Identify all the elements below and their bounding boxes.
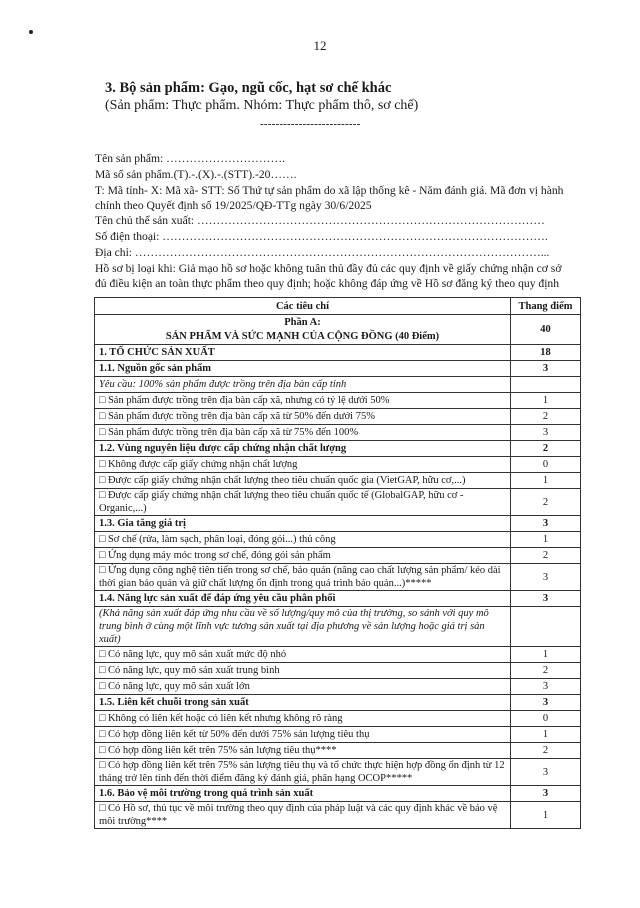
score-cell: 3 (511, 679, 581, 695)
table-row (95, 679, 581, 695)
section-subheading: (Sản phẩm: Thực phẩm. Nhóm: Thực phẩm thô, sơ chế) (105, 98, 419, 113)
table-row (95, 489, 581, 516)
score-cell: 3 (511, 759, 581, 786)
criteria-cell: □ Được cấp giấy chứng nhận chất lượng theo tiêu chuẩn quốc gia (VietGAP, hữu cơ,...) (95, 473, 511, 489)
score-cell: 0 (511, 457, 581, 473)
table-row (95, 516, 581, 532)
score-cell: 1 (511, 647, 581, 663)
table-row (95, 759, 581, 786)
table-row (95, 315, 581, 345)
score-cell: 3 (511, 425, 581, 441)
criteria-cell: 1. TỔ CHỨC SẢN XUẤT (95, 345, 511, 361)
score-cell (511, 607, 581, 647)
product-code-field: Mã số sản phẩm.(T).-.(X).-.(STT).-20……. (95, 168, 297, 181)
score-cell: 40 (511, 315, 581, 345)
score-cell: 18 (511, 345, 581, 361)
table-row (95, 663, 581, 679)
score-cell: 1 (511, 473, 581, 489)
code-note: T: Mã tỉnh- X: Mã xã- STT: Số Thứ tự sản phẩm do xã lập thống kê - Năm đánh giá. Mã đơn vị hành chính theo Quyết định số 19/2025/QĐ-TTg ngày 30/6/2025 (95, 184, 564, 212)
score-cell: 2 (511, 489, 581, 516)
table-row (95, 473, 581, 489)
rejection-note: Hồ sơ bị loại khi: Giả mạo hồ sơ hoặc không tuân thủ đầy đủ các quy định về giấy chứng nhận cơ sở đủ điều kiện an toàn thực phẩm theo quy định; hoặc không đáp ứng về Hồ sơ đăng ký theo quy định (95, 262, 562, 290)
table-header-row (95, 298, 581, 315)
score-cell: 1 (511, 393, 581, 409)
score-cell: 2 (511, 663, 581, 679)
criteria-cell: 1.6. Bảo vệ môi trường trong quá trình sản xuất (95, 786, 511, 802)
score-cell: 2 (511, 441, 581, 457)
score-cell: 1 (511, 727, 581, 743)
score-cell: 3 (511, 516, 581, 532)
table-row (95, 591, 581, 607)
criteria-cell: Yêu cầu: 100% sản phẩm được trồng trên địa bàn cấp tỉnh (95, 377, 511, 393)
criteria-table (94, 297, 581, 829)
criteria-cell: □ Được cấp giấy chứng nhận chất lượng theo tiêu chuẩn quốc tế (GlobalGAP, hữu cơ - Organic,...) (95, 489, 511, 516)
table-row (95, 425, 581, 441)
table-row (95, 786, 581, 802)
criteria-cell: 1.1. Nguồn gốc sản phẩm (95, 361, 511, 377)
criteria-cell: □ Có hợp đồng liên kết từ 50% đến dưới 75% sản lượng tiêu thụ (95, 727, 511, 743)
table-row (95, 393, 581, 409)
criteria-cell: Phần A: SẢN PHẨM VÀ SỨC MẠNH CỦA CỘNG ĐỒNG (40 Điểm) (95, 315, 511, 345)
score-cell: 3 (511, 361, 581, 377)
criteria-cell: □ Có năng lực, quy mô sản xuất mức độ nhỏ (95, 647, 511, 663)
criteria-cell: □ Sản phẩm được trồng trên địa bàn cấp xã từ 75% đến 100% (95, 425, 511, 441)
table-row (95, 802, 581, 829)
table-row (95, 647, 581, 663)
criteria-cell: □ Có hợp đồng liên kết trên 75% sản lượng tiêu thụ và tổ chức thực hiện hợp đồng ổn định từ 12 tháng trở lên tính đến thời điểm đăng ký đánh giá, phân hạng OCOP***** (95, 759, 511, 786)
table-row (95, 361, 581, 377)
table-row (95, 564, 581, 591)
criteria-cell: 1.4. Năng lực sản xuất để đáp ứng yêu cầu phân phối (95, 591, 511, 607)
producer-name-field: Tên chủ thể sản xuất: ……………………………………………………………………………… (95, 214, 545, 227)
score-cell: 3 (511, 591, 581, 607)
criteria-cell: □ Không có liên kết hoặc có liên kết nhưng không rõ ràng (95, 711, 511, 727)
table-row (95, 607, 581, 647)
criteria-cell: □ Sơ chế (rửa, làm sạch, phân loại, đóng gói...) thủ công (95, 532, 511, 548)
criteria-cell: □ Có năng lực, quy mô sản xuất lớn (95, 679, 511, 695)
score-cell: 1 (511, 802, 581, 829)
header-criteria: Các tiêu chí (95, 298, 511, 315)
score-cell: 3 (511, 695, 581, 711)
criteria-cell: 1.5. Liên kết chuỗi trong sản xuất (95, 695, 511, 711)
score-cell: 2 (511, 409, 581, 425)
score-cell: 3 (511, 564, 581, 591)
criteria-cell: □ Có năng lực, quy mô sản xuất trung bình (95, 663, 511, 679)
score-cell: 1 (511, 532, 581, 548)
criteria-cell: □ Ứng dụng công nghệ tiên tiến trong sơ chế, bảo quản (nâng cao chất lượng sản phẩm/ kéo dài thời gian bảo quản và giữ chất lượng ổn định trong quá trình bảo quản...)***** (95, 564, 511, 591)
table-row (95, 695, 581, 711)
table-row (95, 532, 581, 548)
criteria-cell: 1.2. Vùng nguyên liệu được cấp chứng nhận chất lượng (95, 441, 511, 457)
table-row (95, 377, 581, 393)
score-cell: 2 (511, 548, 581, 564)
criteria-cell: □ Có Hồ sơ, thủ tục về môi trường theo quy định của pháp luật và các quy định khác về bảo vệ môi trường**** (95, 802, 511, 829)
table-row (95, 441, 581, 457)
section-heading: 3. Bộ sản phẩm: Gạo, ngũ cốc, hạt sơ chế khác (105, 80, 392, 96)
table-row (95, 457, 581, 473)
criteria-cell: □ Không được cấp giấy chứng nhận chất lượng (95, 457, 511, 473)
table-row (95, 711, 581, 727)
score-cell: 2 (511, 743, 581, 759)
header-score: Thang điểm (511, 298, 581, 315)
phone-field: Số điện thoại: ………………………………………………………………………………………. (95, 230, 548, 243)
table-row (95, 743, 581, 759)
product-name-field: Tên sản phẩm: …………………………. (95, 152, 285, 165)
table-row (95, 409, 581, 425)
criteria-cell: 1.3. Gia tăng giá trị (95, 516, 511, 532)
score-cell (511, 377, 581, 393)
address-field: Địa chỉ: ……………………………………………………………………………………………... (95, 246, 550, 259)
score-cell: 3 (511, 786, 581, 802)
table-row (95, 727, 581, 743)
separator-line: -------------------------- (260, 118, 361, 130)
table-row (95, 548, 581, 564)
score-cell: 0 (511, 711, 581, 727)
bullet-mark (29, 30, 33, 34)
page-number: 12 (313, 38, 327, 53)
criteria-cell: (Khả năng sản xuất đáp ứng nhu cầu về số lượng/quy mô của thị trường, so sánh với quy mô trung bình ở cùng một lĩnh vực tương sản xuất tại địa phương về sản lượng hoặc giá trị sản xuất) (95, 607, 511, 647)
criteria-cell: □ Có hợp đồng liên kết trên 75% sản lượng tiêu thụ**** (95, 743, 511, 759)
table-row (95, 345, 581, 361)
criteria-cell: □ Ứng dụng máy móc trong sơ chế, đóng gói sản phẩm (95, 548, 511, 564)
criteria-cell: □ Sản phẩm được trồng trên địa bàn cấp xã, nhưng có tỷ lệ dưới 50% (95, 393, 511, 409)
criteria-cell: □ Sản phẩm được trồng trên địa bàn cấp xã từ 50% đến dưới 75% (95, 409, 511, 425)
